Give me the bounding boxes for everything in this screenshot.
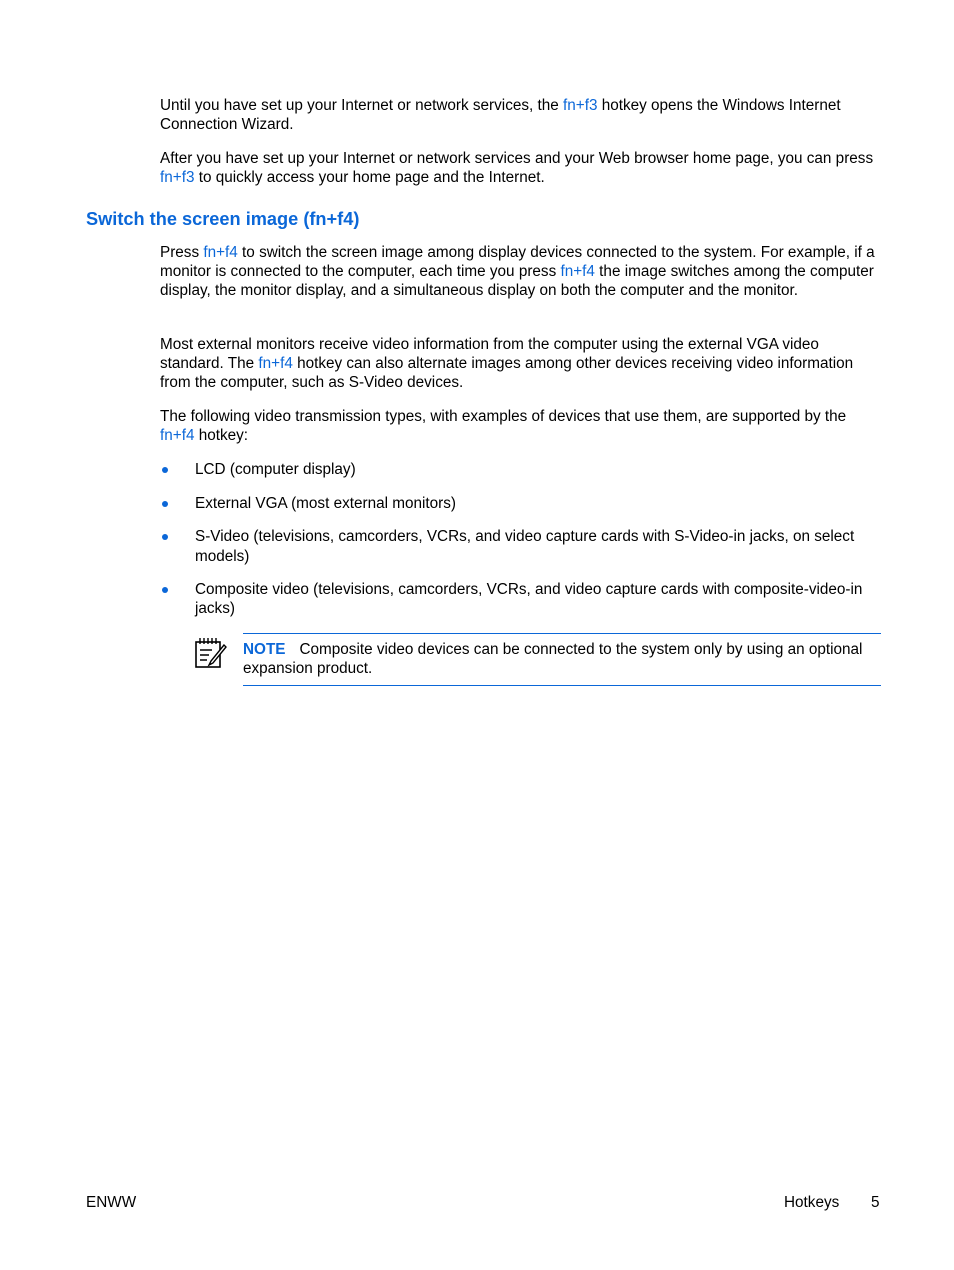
list-item — [160, 580, 882, 618]
note-text — [243, 640, 881, 678]
list-item-text: External VGA (most external monitors) — [195, 495, 456, 513]
footer-section-label: Hotkeys — [784, 1194, 840, 1211]
bullet-icon — [162, 467, 168, 473]
hotkey-fn-f4: fn+f4 — [560, 263, 595, 281]
list-item-text: S-Video (televisions, camcorders, VCRs, and video capture cards with S-Video-in jacks, on select models) — [195, 528, 855, 565]
hotkey-fn-f3: fn+f3 — [160, 169, 195, 187]
paragraph-text: Press — [160, 244, 204, 261]
list-item-text: LCD (computer display) — [195, 461, 356, 478]
paragraph-text: hotkey can also alternate images among other devices receiving video information from the computer, such as S-Video devices. — [160, 355, 854, 392]
paragraph-text: to quickly access your home page and the Internet. — [194, 169, 545, 187]
bullet-icon — [162, 587, 168, 593]
note-box — [243, 633, 881, 686]
list-item — [160, 527, 882, 565]
hotkey-fn-f3: fn+f3 — [563, 97, 598, 114]
hotkey-fn-f4: fn+f4 — [203, 244, 238, 261]
paragraph-text: to switch the screen image among display devices connected to the system. For example, if a monitor is connected to the computer, each time you press — [160, 244, 875, 281]
list-item-text: Composite video (televisions, camcorders, VCRs, and video capture cards with composite-video-in jacks) — [195, 580, 863, 618]
hotkey-fn-f4: fn+f4 — [160, 427, 195, 445]
paragraph-text: Until you have set up your Internet or network services, the — [160, 97, 564, 114]
paragraph-home-page — [160, 149, 882, 187]
paragraph-text: hotkey opens the Windows Internet Connection Wizard. — [160, 97, 841, 134]
footer-left-label: ENWW — [86, 1194, 137, 1211]
note-pad-icon — [194, 636, 228, 670]
bullet-icon — [162, 501, 168, 507]
section-heading: Switch the screen image (fn+f4) — [86, 209, 360, 229]
paragraph-switch-image — [160, 243, 882, 301]
paragraph-text: Most external monitors receive video information from the computer using the external VGA video standard. The — [160, 336, 819, 373]
paragraph-text: After you have set up your Internet or network services and your Web browser home page, you can press — [160, 150, 874, 167]
list-item — [160, 494, 882, 513]
bullet-icon — [162, 534, 168, 540]
note-label: NOTE — [243, 641, 286, 658]
paragraph-internet-wizard — [160, 96, 882, 134]
video-types-list — [160, 460, 882, 618]
paragraph-text: The following video transmission types, with examples of devices that use them, are supported by the — [160, 408, 847, 425]
note-body: Composite video devices can be connected to the system only by using an optional expansion product. — [243, 641, 863, 678]
paragraph-external-monitors — [160, 335, 882, 393]
paragraph-text: the image switches among the computer display, the monitor display, and a simultaneous display on both the computer and the monitor. — [160, 263, 874, 300]
paragraph-text: hotkey: — [194, 427, 249, 445]
page-number: 5 — [871, 1194, 880, 1211]
hotkey-fn-f4: fn+f4 — [258, 355, 293, 373]
paragraph-transmission-types — [160, 407, 882, 445]
list-item — [160, 460, 882, 479]
